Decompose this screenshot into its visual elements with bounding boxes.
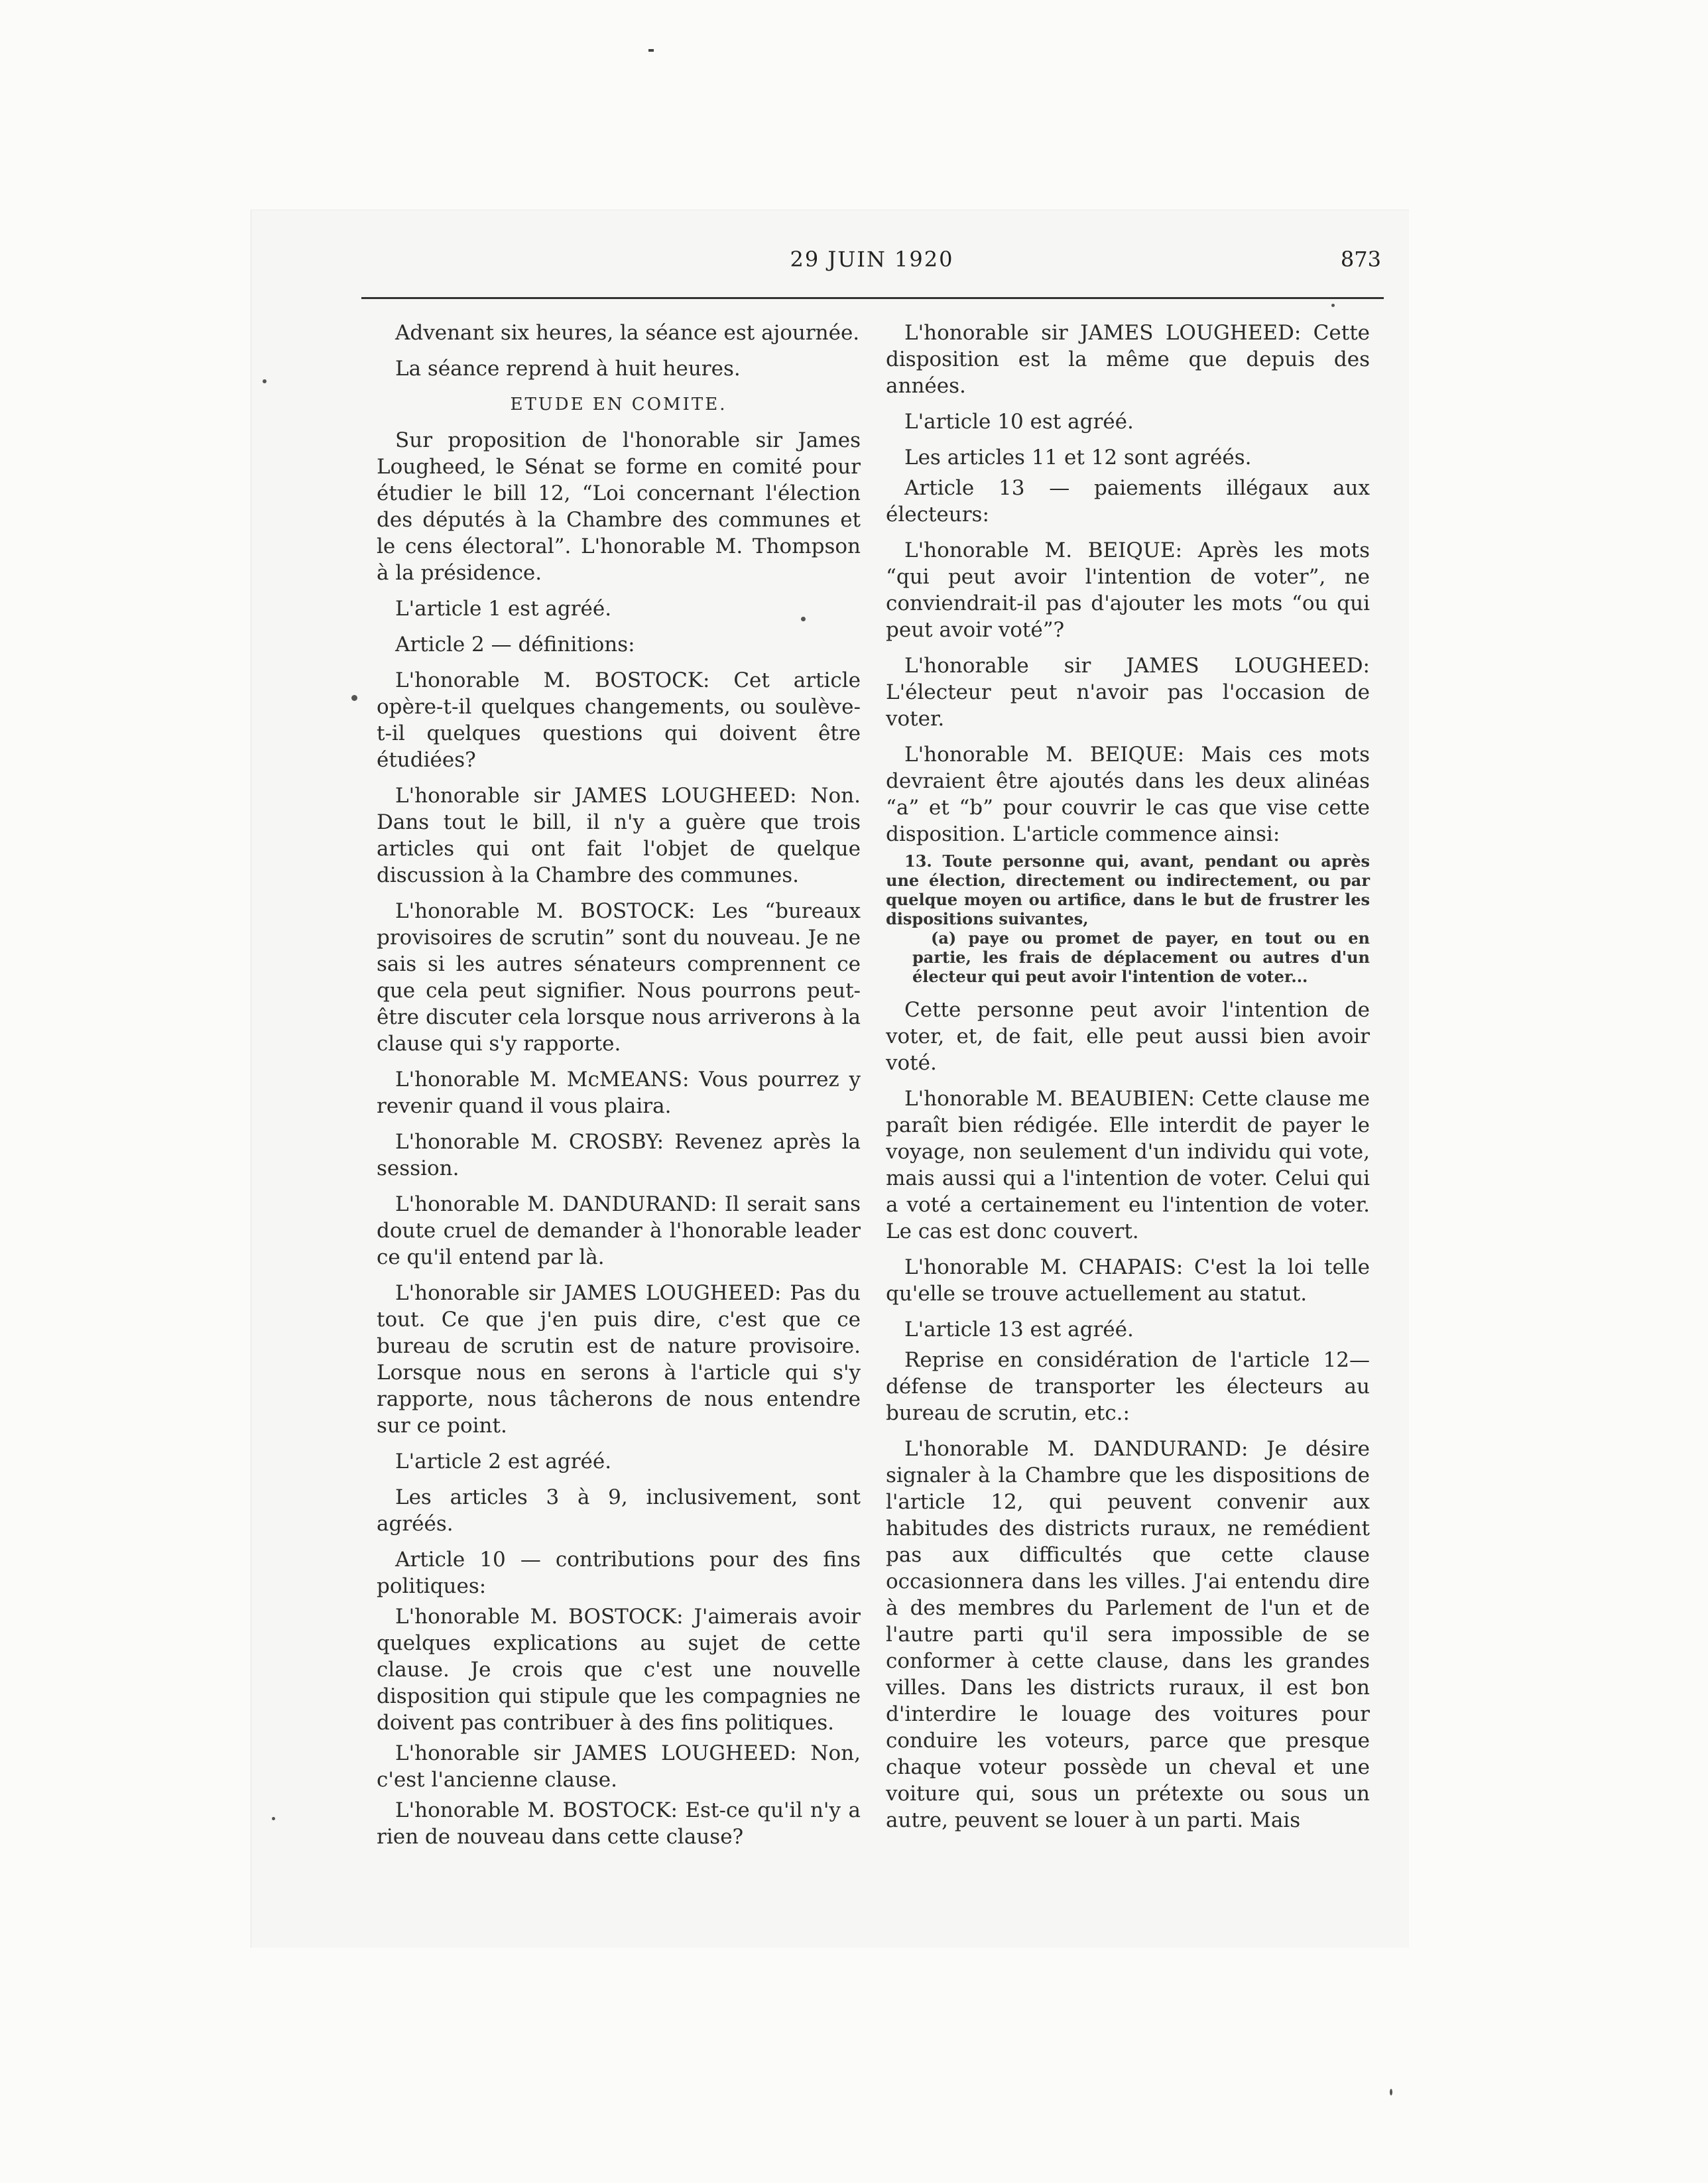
paragraph: L'honorable sir JAMES LOUGHEED: Non, c'est l'ancienne clause.	[377, 1741, 861, 1792]
page-header	[361, 247, 1382, 293]
paragraph: L'honorable M. DANDURAND: Je désire signaler à la Chambre que les dispositions de l'article 12, qui peuvent convenir aux habitudes des districts ruraux, ne remédient pas aux difficultés que cette clause occasionnera dans les villes. J'ai entendu dire à des membres du Parlement de l'un et de l'autre parti qu'il sera impossible de se conformer à cette clause, dans les grandes villes. Dans les districts ruraux, il est bon d'interdire le louage des voitures pour conduire les voteurs, parce que presque chaque voteur possède un cheval et une voiture qui, sous un prétexte ou sous un autre, peuvent se louer à un parti. Mais	[886, 1437, 1370, 1832]
scan-speck	[1390, 2089, 1392, 2095]
scan-mark	[648, 49, 654, 52]
scan-speck	[263, 379, 267, 383]
paragraph: L'honorable sir JAMES LOUGHEED: Cette disposition est la même que depuis des années.	[886, 321, 1370, 398]
paragraph: L'honorable M. CROSBY: Revenez après la session.	[377, 1130, 861, 1180]
paragraph: L'article 10 est agréé.	[904, 410, 1134, 434]
section-heading: ETUDE EN COMITE.	[510, 395, 727, 414]
header-rule	[361, 297, 1384, 299]
paragraph: Les articles 11 et 12 sont agréés.	[904, 446, 1252, 469]
paragraph: Sur proposition de l'honorable sir James Lougheed, le Sénat se forme en comité pour étudier le bill 12, “Loi concernant l'élection des députés à la Chambre des communes et le cens électoral”. L'honorable M. Thompson à la présidence.	[377, 428, 861, 585]
paragraph: L'honorable M. BEIQUE: Mais ces mots devraient être ajoutés dans les deux alinéas “a” et “b” pour couvrir le cas que vise cette disposition. L'article commence ainsi:	[886, 743, 1370, 846]
statute-quote	[886, 851, 1370, 986]
paragraph: L'honorable sir JAMES LOUGHEED: L'électeur peut n'avoir pas l'occasion de voter.	[886, 654, 1370, 731]
paragraph: L'honorable M. BOSTOCK: Cet article opère-t-il quelques changements, ou soulève-t-il quelques questions qui doivent être étudiées?	[377, 668, 861, 772]
scan-speck	[1331, 304, 1335, 307]
paragraph: Reprise en considération de l'article 12— défense de transporter les électeurs au bureau de scrutin, etc.:	[886, 1348, 1370, 1425]
header-date: 29 JUIN 1920	[790, 247, 954, 272]
paragraph: Les articles 3 à 9, inclusivement, sont agréés.	[377, 1485, 861, 1536]
paragraph: L'honorable M. BEIQUE: Après les mots “qui peut avoir l'intention de voter”, ne conviendrait-il pas d'ajouter les mots “ou qui peut avoir voté”?	[886, 538, 1370, 642]
paragraph: L'article 1 est agréé.	[395, 597, 612, 621]
scan-speck	[801, 617, 806, 621]
paragraph: Article 10 — contributions pour des fins politiques:	[377, 1548, 861, 1598]
paragraph: L'article 13 est agréé.	[904, 1318, 1134, 1341]
paragraph: L'honorable M. BEAUBIEN: Cette clause me paraît bien rédigée. Elle interdit de payer le voyage, non seulement d'un individu qui vote, mais aussi qui a l'intention de voter. Celui qui a voté a certainement eu l'intention de voter. Le cas est donc couvert.	[886, 1087, 1370, 1243]
paragraph: L'honorable M. McMEANS: Vous pourrez y revenir quand il vous plaira.	[377, 1068, 861, 1118]
paragraph: La séance reprend à huit heures.	[395, 357, 741, 381]
paragraph: L'honorable sir JAMES LOUGHEED: Non. Dans tout le bill, il n'y a guère que trois articles qui ont fait l'objet de quelque discussion à la Chambre des communes.	[377, 784, 861, 887]
right-column	[886, 320, 1370, 1843]
quote-subclause: (a) paye ou promet de payer, en tout ou en partie, les frais de déplacement ou autres d'un électeur qui peut avoir l'intention de voter...	[912, 928, 1370, 986]
quote-clause: 13. Toute personne qui, avant, pendant ou après une élection, directement ou indirectement, ou par quelque moyen ou artifice, dans le but de frustrer les dispositions suivantes,	[886, 851, 1370, 928]
paragraph: Article 2 — définitions:	[395, 633, 635, 656]
paragraph: L'article 2 est agréé.	[395, 1450, 612, 1473]
page-number: 873	[1340, 247, 1381, 272]
scan-speck	[351, 695, 357, 701]
left-column	[377, 320, 861, 1854]
paragraph: L'honorable M. BOSTOCK: Est-ce qu'il n'y a rien de nouveau dans cette clause?	[377, 1798, 861, 1849]
paragraph: Article 13 — paiements illégaux aux électeurs:	[886, 476, 1370, 527]
paragraph: L'honorable M. DANDURAND: Il serait sans doute cruel de demander à l'honorable leader ce qu'il entend par là.	[377, 1192, 861, 1269]
paragraph: L'honorable M. BOSTOCK: J'aimerais avoir quelques explications au sujet de cette clause. Je crois que c'est une nouvelle disposition qui stipule que les compagnies ne doivent pas contribuer à des fins politiques.	[377, 1605, 861, 1735]
paragraph: Advenant six heures, la séance est ajournée.	[395, 321, 860, 345]
scan-speck	[272, 1817, 275, 1820]
paragraph: L'honorable M. CHAPAIS: C'est la loi telle qu'elle se trouve actuellement au statut.	[886, 1255, 1370, 1306]
paragraph: Cette personne peut avoir l'intention de voter, et, de fait, elle peut aussi bien avoir voté.	[886, 998, 1370, 1075]
paragraph: L'honorable sir JAMES LOUGHEED: Pas du tout. Ce que j'en puis dire, c'est que ce bureau de scrutin est de nature provisoire. Lorsque nous en serons à l'article qui s'y rapporte, nous tâcherons de nous entendre sur ce point.	[377, 1281, 861, 1438]
paragraph: L'honorable M. BOSTOCK: Les “bureaux provisoires de scrutin” sont du nouveau. Je ne sais si les autres sénateurs comprennent ce que cela peut signifier. Nous pourrons peut-être discuter cela lorsque nous arriverons à la clause qui s'y rapporte.	[377, 899, 861, 1056]
